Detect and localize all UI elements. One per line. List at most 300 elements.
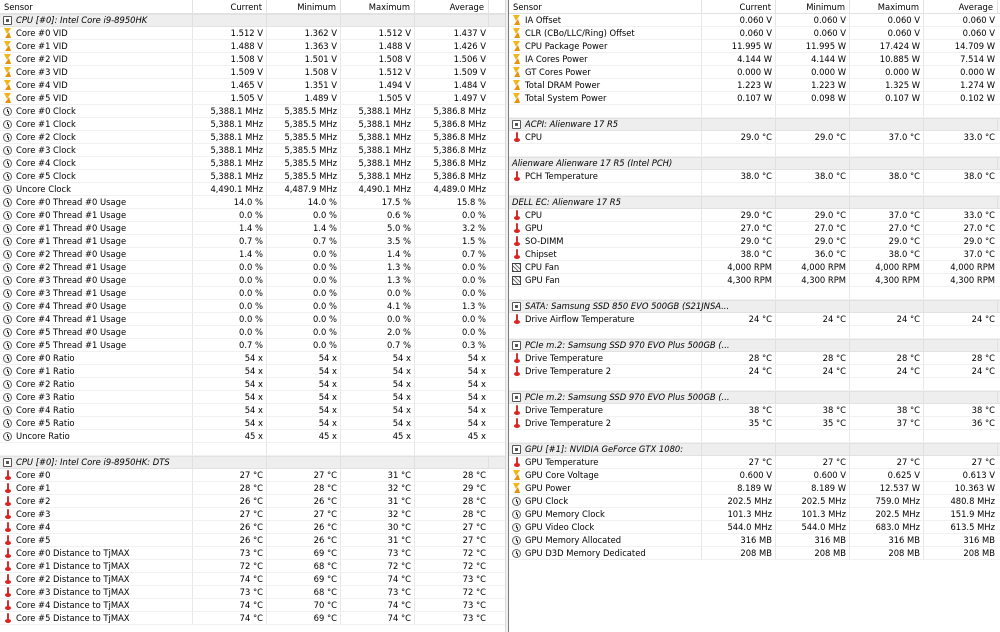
sensor-row[interactable] <box>0 430 505 443</box>
sensor-row[interactable] <box>509 534 1000 547</box>
sensor-name: Core #2 Thread #1 Usage <box>16 261 127 272</box>
maximum-value: 1.3 % <box>341 274 415 286</box>
sensor-name-cell <box>0 586 193 598</box>
current-value: 14.0 % <box>193 196 267 208</box>
sensor-row[interactable] <box>0 391 505 404</box>
sensor-row[interactable] <box>509 404 1000 417</box>
maximum-value: 37 °C <box>850 417 924 429</box>
group-name: PCIe m.2: Samsung SSD 970 EVO Plus 500GB (... <box>525 392 730 402</box>
sensor-row[interactable] <box>0 339 505 352</box>
maximum-value: 54 x <box>341 417 415 429</box>
sensor-row[interactable] <box>0 196 505 209</box>
column-header-minimum[interactable]: Minimum <box>267 0 341 13</box>
sensor-group-header[interactable] <box>509 196 1000 209</box>
sensor-row[interactable] <box>509 27 1000 40</box>
sensor-row[interactable] <box>509 40 1000 53</box>
sensor-name: Drive Temperature <box>525 404 604 415</box>
current-value: 74 °C <box>193 612 267 624</box>
sensor-row[interactable] <box>0 40 505 53</box>
maximum-value: 2.0 % <box>341 326 415 338</box>
empty-cell <box>924 197 998 208</box>
thermometer-icon <box>514 457 520 467</box>
sensor-name-cell <box>509 79 702 91</box>
current-value: 29.0 °C <box>702 131 776 143</box>
lightning-icon <box>512 67 521 77</box>
empty-cell <box>776 326 850 338</box>
sensor-row[interactable] <box>0 352 505 365</box>
maximum-value: 1.3 % <box>341 261 415 273</box>
sensor-row[interactable] <box>0 534 505 547</box>
minimum-value: 5,385.5 MHz <box>267 131 341 143</box>
current-value: 1.4 % <box>193 222 267 234</box>
sensor-name: PCH Temperature <box>525 170 598 181</box>
spacer-row <box>509 378 1000 391</box>
sensor-row[interactable] <box>0 92 505 105</box>
sensor-name: Core #4 <box>16 521 51 532</box>
group-name: GPU [#1]: NVIDIA GeForce GTX 1080: <box>525 444 684 454</box>
maximum-value: 0.0 % <box>341 287 415 299</box>
sensor-name: GPU Memory Clock <box>525 508 605 519</box>
clock-icon <box>3 146 12 155</box>
clock-icon <box>512 523 521 532</box>
sensor-row[interactable] <box>509 352 1000 365</box>
sensor-row[interactable] <box>0 131 505 144</box>
sensor-name-cell <box>0 521 193 533</box>
minimum-value: 28 °C <box>267 482 341 494</box>
sensor-row[interactable] <box>0 469 505 482</box>
sensor-name: Core #3 Ratio <box>16 391 75 402</box>
column-header-maximum[interactable]: Maximum <box>850 0 924 13</box>
maximum-value: 0.6 % <box>341 209 415 221</box>
maximum-value: 0.107 W <box>850 92 924 104</box>
average-value: 14.709 W <box>954 41 995 51</box>
sensor-row[interactable] <box>509 365 1000 378</box>
sensor-name-cell <box>0 352 193 364</box>
average-value: 0.060 V <box>962 15 995 25</box>
current-value: 27 °C <box>193 508 267 520</box>
sensor-name-cell <box>0 547 193 559</box>
column-header-row <box>509 0 1000 14</box>
sensor-row[interactable] <box>0 300 505 313</box>
sensor-row[interactable] <box>0 79 505 92</box>
sensor-row[interactable] <box>0 560 505 573</box>
maximum-value: 27.0 °C <box>850 222 924 234</box>
sensor-row[interactable] <box>0 417 505 430</box>
sensor-row[interactable] <box>0 599 505 612</box>
sensor-row[interactable] <box>509 209 1000 222</box>
average-value: 27 °C <box>462 535 486 545</box>
empty-cell <box>924 287 998 299</box>
sensor-table-right[interactable] <box>509 0 1000 632</box>
lightning-icon <box>512 483 521 493</box>
current-value: 0.060 V <box>702 27 776 39</box>
sensor-row[interactable] <box>509 248 1000 261</box>
sensor-name: CLR (CBo/LLC/Ring) Offset <box>525 27 635 38</box>
minimum-value: 26 °C <box>267 534 341 546</box>
clock-icon <box>512 497 521 506</box>
minimum-value: 35 °C <box>776 417 850 429</box>
sensor-row[interactable] <box>0 170 505 183</box>
average-value: 1.506 V <box>453 54 486 64</box>
fan-icon <box>512 276 521 285</box>
column-header-average[interactable]: Average <box>415 0 489 13</box>
maximum-value: 0.7 % <box>341 339 415 351</box>
maximum-value: 5,388.1 MHz <box>341 105 415 117</box>
maximum-value: 10.885 W <box>850 53 924 65</box>
average-value: 0.0 % <box>462 288 486 298</box>
maximum-value: 5,388.1 MHz <box>341 118 415 130</box>
empty-cell <box>509 430 702 442</box>
minimum-value: 54 x <box>267 404 341 416</box>
sensor-row[interactable] <box>0 287 505 300</box>
average-value: 0.0 % <box>462 327 486 337</box>
sensor-name-cell <box>0 612 193 624</box>
sensor-name: Core #5 Distance to TjMAX <box>16 612 130 623</box>
empty-cell <box>776 444 850 455</box>
maximum-value: 73 °C <box>341 586 415 598</box>
average-value: 4,300 RPM <box>950 275 995 285</box>
average-value: 24 °C <box>971 366 995 376</box>
spacer-row <box>0 443 505 456</box>
sensor-name-cell <box>0 92 193 104</box>
minimum-value: 68 °C <box>267 586 341 598</box>
sensor-row[interactable] <box>0 66 505 79</box>
sensor-name: Core #1 VID <box>16 40 68 51</box>
current-value: 27 °C <box>702 456 776 468</box>
empty-cell <box>776 392 850 403</box>
sensor-row[interactable] <box>0 209 505 222</box>
maximum-value: 1.512 V <box>341 27 415 39</box>
sensor-row[interactable] <box>509 222 1000 235</box>
clock-icon <box>3 393 12 402</box>
minimum-value: 5,385.5 MHz <box>267 170 341 182</box>
column-header-sensor[interactable]: Sensor <box>0 0 193 13</box>
sensor-group-header[interactable] <box>509 391 1000 404</box>
minimum-value: 1.362 V <box>267 27 341 39</box>
current-value: 45 x <box>193 430 267 442</box>
sensor-group-header[interactable] <box>0 14 505 27</box>
minimum-value: 45 x <box>267 430 341 442</box>
average-value: 73 °C <box>462 600 486 610</box>
average-value: 33.0 °C <box>963 132 995 142</box>
minimum-value: 208 MB <box>776 547 850 559</box>
sensor-group-header[interactable] <box>0 456 505 469</box>
sensor-row[interactable] <box>0 27 505 40</box>
thermometer-icon <box>5 470 11 480</box>
sensor-name-cell <box>0 508 193 520</box>
sensor-row[interactable] <box>0 404 505 417</box>
sensor-row[interactable] <box>0 495 505 508</box>
sensor-name-cell <box>509 352 702 364</box>
empty-cell <box>702 197 776 208</box>
empty-cell <box>509 326 702 338</box>
sensor-name-cell <box>0 391 193 403</box>
average-value: 1.437 V <box>453 28 486 38</box>
column-header-minimum[interactable]: Minimum <box>776 0 850 13</box>
average-value: 29.0 °C <box>963 236 995 246</box>
empty-cell <box>776 287 850 299</box>
sensor-name: Total System Power <box>525 92 607 103</box>
chip-icon <box>512 302 521 311</box>
current-value: 74 °C <box>193 599 267 611</box>
maximum-value: 1.488 V <box>341 40 415 52</box>
average-value: 33.0 °C <box>963 210 995 220</box>
sensor-row[interactable] <box>0 248 505 261</box>
lightning-icon <box>3 54 12 64</box>
sensor-name-cell <box>0 417 193 429</box>
average-value: 1.484 V <box>453 80 486 90</box>
sensor-name: Core #0 Thread #0 Usage <box>16 196 127 207</box>
sensor-row[interactable] <box>0 261 505 274</box>
minimum-value: 1.363 V <box>267 40 341 52</box>
sensor-row[interactable] <box>0 274 505 287</box>
group-name-cell <box>0 457 193 468</box>
column-header-current[interactable]: Current <box>702 0 776 13</box>
sensor-row[interactable] <box>509 261 1000 274</box>
minimum-value: 4,300 RPM <box>776 274 850 286</box>
current-value: 4,490.1 MHz <box>193 183 267 195</box>
sensor-row[interactable] <box>509 482 1000 495</box>
sensor-row[interactable] <box>0 482 505 495</box>
sensor-name: Drive Airflow Temperature <box>525 313 635 324</box>
sensor-name: Core #3 Thread #0 Usage <box>16 274 127 285</box>
sensor-row[interactable] <box>0 235 505 248</box>
average-value: 72 °C <box>462 548 486 558</box>
sensor-row[interactable] <box>509 66 1000 79</box>
average-value: 1.509 V <box>453 67 486 77</box>
minimum-value: 0.0 % <box>267 209 341 221</box>
sensor-row[interactable] <box>0 508 505 521</box>
sensor-row[interactable] <box>0 157 505 170</box>
thermometer-icon <box>5 535 11 545</box>
sensor-row[interactable] <box>0 53 505 66</box>
sensor-row[interactable] <box>0 547 505 560</box>
minimum-value: 1.501 V <box>267 53 341 65</box>
current-value: 4,000 RPM <box>702 261 776 273</box>
spacer-row <box>509 144 1000 157</box>
current-value: 1.4 % <box>193 248 267 260</box>
sensor-row[interactable] <box>0 612 505 625</box>
minimum-value: 26 °C <box>267 521 341 533</box>
sensor-row[interactable] <box>0 222 505 235</box>
sensor-name: GPU Video Clock <box>525 521 595 532</box>
sensor-name-cell <box>0 248 193 260</box>
sensor-row[interactable] <box>0 118 505 131</box>
thermometer-icon <box>514 171 520 181</box>
sensor-row[interactable] <box>0 144 505 157</box>
group-name-cell <box>509 444 702 455</box>
maximum-value: 1.505 V <box>341 92 415 104</box>
empty-cell <box>193 15 267 26</box>
clock-icon <box>512 536 521 545</box>
maximum-value: 202.5 MHz <box>850 508 924 520</box>
sensor-name-cell <box>509 170 702 182</box>
sensor-name: GPU Core Voltage <box>525 469 599 480</box>
lightning-icon <box>3 93 12 103</box>
empty-cell <box>924 326 998 338</box>
sensor-name-cell <box>0 27 193 39</box>
maximum-value: 54 x <box>341 365 415 377</box>
sensor-row[interactable] <box>0 573 505 586</box>
empty-cell <box>702 287 776 299</box>
sensor-name: IA Cores Power <box>525 53 588 64</box>
current-value: 54 x <box>193 365 267 377</box>
clock-icon <box>3 133 12 142</box>
sensor-name: GPU Memory Allocated <box>525 534 622 545</box>
sensor-group-header[interactable] <box>509 443 1000 456</box>
sensor-name: GPU Clock <box>525 495 569 506</box>
sensor-group-header[interactable] <box>509 300 1000 313</box>
empty-cell <box>850 301 924 312</box>
average-value: 45 x <box>467 431 486 441</box>
sensor-row[interactable] <box>509 92 1000 105</box>
clock-icon <box>3 237 12 246</box>
average-value: 0.000 W <box>960 67 995 77</box>
sensor-row[interactable] <box>0 365 505 378</box>
sensor-row[interactable] <box>509 495 1000 508</box>
empty-cell <box>924 158 998 169</box>
minimum-value: 0.0 % <box>267 326 341 338</box>
empty-cell <box>850 378 924 390</box>
sensor-row[interactable] <box>509 79 1000 92</box>
average-value: 316 MB <box>963 535 995 545</box>
average-value: 0.7 % <box>462 249 486 259</box>
chip-icon <box>512 393 521 402</box>
current-value: 316 MB <box>702 534 776 546</box>
current-value: 35 °C <box>702 417 776 429</box>
sensor-name-cell <box>509 27 702 39</box>
sensor-row[interactable] <box>0 313 505 326</box>
sensor-row[interactable] <box>509 456 1000 469</box>
sensor-name: Core #1 Ratio <box>16 365 75 376</box>
current-value: 38.0 °C <box>702 170 776 182</box>
empty-cell <box>850 105 924 117</box>
thermometer-icon <box>5 613 11 623</box>
minimum-value: 26 °C <box>267 495 341 507</box>
current-value: 73 °C <box>193 547 267 559</box>
minimum-value: 0.0 % <box>267 261 341 273</box>
minimum-value: 69 °C <box>267 573 341 585</box>
sensor-row[interactable] <box>509 508 1000 521</box>
column-header-average[interactable]: Average <box>924 0 998 13</box>
current-value: 8.189 W <box>702 482 776 494</box>
sensor-group-header[interactable] <box>509 339 1000 352</box>
sensor-row[interactable] <box>509 417 1000 430</box>
sensor-name-cell <box>0 287 193 299</box>
sensor-name-cell <box>509 534 702 546</box>
empty-cell <box>509 287 702 299</box>
maximum-value: 17.424 W <box>850 40 924 52</box>
empty-cell <box>850 144 924 156</box>
chip-icon <box>512 445 521 454</box>
clock-icon <box>3 172 12 181</box>
sensor-row[interactable] <box>509 14 1000 27</box>
minimum-value: 0.0 % <box>267 248 341 260</box>
sensor-name-cell <box>0 495 193 507</box>
sensor-row[interactable] <box>509 53 1000 66</box>
empty-cell <box>341 443 415 455</box>
sensor-row[interactable] <box>0 105 505 118</box>
lightning-icon <box>3 80 12 90</box>
empty-cell <box>702 430 776 442</box>
fan-icon <box>512 263 521 272</box>
minimum-value: 0.7 % <box>267 235 341 247</box>
sensor-row[interactable] <box>0 326 505 339</box>
thermometer-icon <box>5 509 11 519</box>
sensor-row[interactable] <box>509 547 1000 560</box>
average-value: 5,386.8 MHz <box>433 145 486 155</box>
clock-icon <box>3 315 12 324</box>
sensor-row[interactable] <box>0 378 505 391</box>
sensor-name-cell <box>509 53 702 65</box>
empty-cell <box>776 144 850 156</box>
column-header-maximum[interactable]: Maximum <box>341 0 415 13</box>
sensor-name: Core #2 VID <box>16 53 68 64</box>
sensor-name-cell <box>0 404 193 416</box>
average-value: 613.5 MHz <box>950 522 995 532</box>
maximum-value: 5,388.1 MHz <box>341 170 415 182</box>
current-value: 202.5 MHz <box>702 495 776 507</box>
sensor-name-cell <box>0 183 193 195</box>
minimum-value: 5,385.5 MHz <box>267 157 341 169</box>
sensor-row[interactable] <box>509 131 1000 144</box>
sensor-row[interactable] <box>509 274 1000 287</box>
average-value: 27.0 °C <box>963 223 995 233</box>
thermometer-icon <box>5 496 11 506</box>
sensor-name: Core #1 Thread #1 Usage <box>16 235 127 246</box>
minimum-value: 54 x <box>267 365 341 377</box>
group-name-cell <box>509 119 702 130</box>
sensor-name: Core #1 Clock <box>16 118 76 129</box>
column-header-current[interactable]: Current <box>193 0 267 13</box>
sensor-name-cell <box>0 209 193 221</box>
sensor-name-cell <box>0 79 193 91</box>
maximum-value: 1.508 V <box>341 53 415 65</box>
sensor-row[interactable] <box>0 521 505 534</box>
sensor-row[interactable] <box>0 586 505 599</box>
maximum-value: 5.0 % <box>341 222 415 234</box>
sensor-name: Core #0 <box>16 469 51 480</box>
sensor-name: CPU <box>525 209 543 220</box>
column-header-sensor[interactable]: Sensor <box>509 0 702 13</box>
sensor-row[interactable] <box>509 235 1000 248</box>
minimum-value: 0.060 V <box>776 27 850 39</box>
average-value: 0.060 V <box>962 28 995 38</box>
average-value: 5,386.8 MHz <box>433 119 486 129</box>
maximum-value: 316 MB <box>850 534 924 546</box>
sensor-group-header[interactable] <box>509 118 1000 131</box>
sensor-rows-right <box>509 14 1000 560</box>
sensor-name-cell <box>0 365 193 377</box>
sensor-group-header[interactable] <box>509 157 1000 170</box>
sensor-row[interactable] <box>0 183 505 196</box>
sensor-name-cell <box>0 131 193 143</box>
current-value: 54 x <box>193 391 267 403</box>
sensor-row[interactable] <box>509 313 1000 326</box>
average-value: 208 MB <box>963 548 995 558</box>
current-value: 1.488 V <box>193 40 267 52</box>
sensor-name: GPU Fan <box>525 274 560 285</box>
minimum-value: 1.489 V <box>267 92 341 104</box>
current-value: 5,388.1 MHz <box>193 144 267 156</box>
average-value: 151.9 MHz <box>950 509 995 519</box>
sensor-row[interactable] <box>509 521 1000 534</box>
sensor-row[interactable] <box>509 170 1000 183</box>
minimum-value: 27 °C <box>776 456 850 468</box>
sensor-row[interactable] <box>509 469 1000 482</box>
sensor-name: Core #1 Thread #0 Usage <box>16 222 127 233</box>
sensor-name-cell <box>509 547 702 559</box>
